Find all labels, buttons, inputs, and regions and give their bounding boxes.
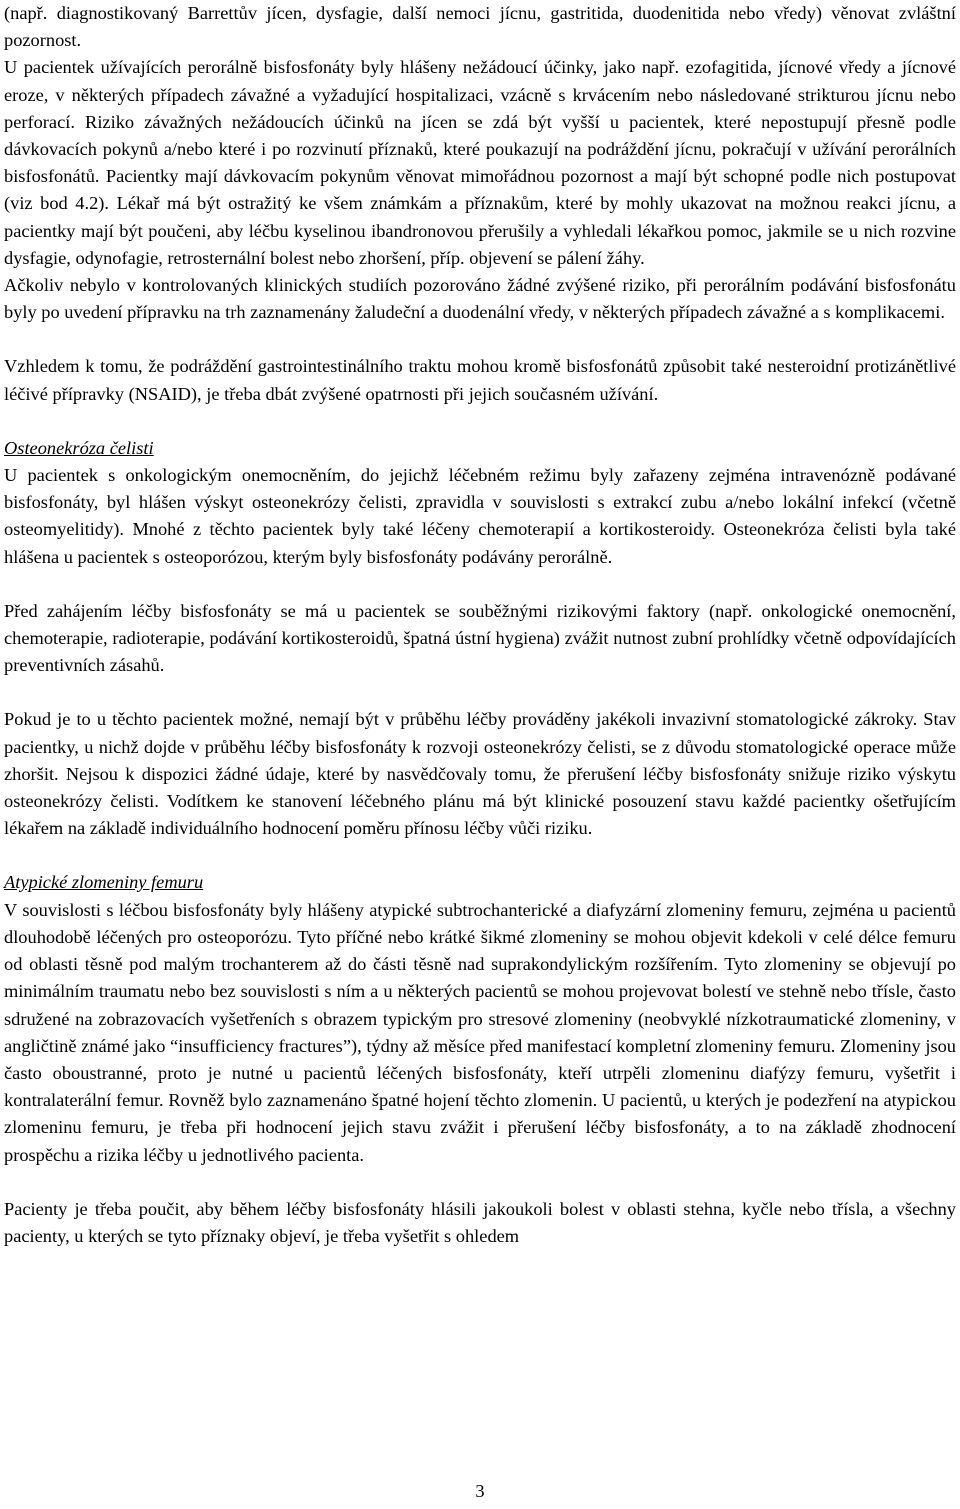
paragraph-esophagus-adverse-effects: U pacientek užívajících perorálně bisfosfonáty byly hlášeny nežádoucí účinky, jako např. ezofagitida, jícnové vředy a jícnové eroze, v některých případech závažné a vyžadující hospitalizaci, vzácně s krvácením nebo následované strikturou jícnu nebo perforací. Riziko závažných nežádoucích účinků na jícen se zdá být vyšší u pacientek, které nepostupují přesně podle dávkovacích pokynů a/nebo které i po rozvinutí příznaků, které poukazují na podráždění jícnu, pokračují v užívání perorálních bisfosfonátů. Pacientky mají dávkovacím pokynům věnovat mimořádnou pozornost a mají být schopné podle nich postupovat (viz bod 4.2). Lékař má být ostražitý ke všem známkám a příznakům, které by mohly ukazovat na možnou reakci jícnu, a pacientky mají být poučeni, aby léčbu kyselinou ibandronovou přerušily a vyhledali lékařkou pomoc, jakmile se u nich rozvine dysfagie, odynofagie, retrosternální bolest nebo zhoršení, příp. objevení se pálení žáhy. (4, 57, 956, 268)
paragraph-osteonecrosis-invasive-procedures: Pokud je to u těchto pacientek možné, nemají být v průběhu léčby prováděny jakékoli invazivní stomatologické zákroky. Stav pacientky, u nichž dojde v průběhu léčby bisfosfonáty k rozvoji osteonekrózy čelisti, se z důvodu stomatologické operace může zhoršit. Nejsou k dispozici žádné údaje, které by nasvědčovaly tomu, že přerušení léčby bisfosfonáty snižuje riziko výskytu osteonekrózy čelisti. Vodítkem ke stanovení léčebného plánu má být klinické posouzení stavu každé pacientky ošetřujícím lékařem na základě individuálního hodnocení poměru přínosu léčby vůči riziku. (4, 709, 956, 839)
paragraph-osteonecrosis-dental-exam: Před zahájením léčby bisfosfonáty se má u pacientek se souběžnými rizikovými faktory (např. onkologické onemocnění, chemoterapie, radioterapie, podávání kortikosteroidů, špatná ústní hygiena) zvážit nutnost zubní prohlídky včetně odpovídajících preventivních zásahů. (4, 600, 956, 676)
paragraph-nsaid-caution: Vzhledem k tomu, že podráždění gastrointestinálního traktu mohou kromě bisfosfonátů způsobit také nesteroidní protizánětlivé léčivé přípravky (NSAID), je třeba dbát zvýšené opatrnosti při jejich současném užívání. (4, 356, 956, 404)
paragraph-esophagus-intro: (např. diagnostikovaný Barrettův jícen, dysfagie, další nemoci jícnu, gastritida, duodenitida nebo vředy) věnovat zvláštní pozornost. (4, 3, 956, 51)
page-number: 3 (475, 1481, 485, 1501)
paragraph-femur-patient-instructions: Pacienty je třeba poučit, aby během léčby bisfosfonáty hlásili jakoukoli bolest v oblasti stehna, kyčle nebo třísla, a všechny pacienty, u kterých se tyto příznaky objeví, je třeba vyšetřit s ohledem (4, 1198, 956, 1246)
document-page (4, 0, 956, 1250)
paragraph-gastric-ulcers: Ačkoliv nebylo v kontrolovaných klinických studiích pozorováno žádné zvýšené riziko, při perorálním podávání bisfosfonátu byly po uvedení přípravku na trh zaznamenány žaludeční a duodenální vředy, v některých případech závažné a s komplikacemi. (4, 275, 956, 323)
paragraph-osteonecrosis-incidence: U pacientek s onkologickým onemocněním, do jejichž léčebném režimu byly zařazeny zejména intravenózně podávané bisfosfonáty, byl hlášen výskyt osteonekrózy čelisti, zpravidla v souvislosti s extrakcí zubu a/nebo lokální infekcí (včetně osteomyelitidy). Mnohé z těchto pacientek byly také léčeny chemoterapií a kortikosteroidy. Osteonekróza čelisti byla také hlášena u pacientek s osteoporózou, kterým byly bisfosfonáty podávány perorálně. (4, 465, 956, 567)
heading-atypical-femur-fractures: Atypické zlomeniny femuru (4, 872, 204, 893)
heading-osteonecrosis: Osteonekróza čelisti (4, 437, 154, 458)
paragraph-femur-fractures: V souvislosti s léčbou bisfosfonáty byly hlášeny atypické subtrochanterické a diafyzární zlomeniny femuru, zejména u pacientů dlouhodobě léčených pro osteoporózu. Tyto příčné nebo krátké šikmé zlomeniny se mohou objevit kdekoli v celé délce femuru od oblasti těsně pod malým trochanterem až do části těsně nad suprakondylickým rozšířením. Tyto zlomeniny se objevují po minimálním traumatu nebo bez souvislosti s ním a u některých pacientů se mohou projevovat bolestí ve stehně nebo tříslе, často sdružené na zobrazovacích vyšetřeních s obrazem typickým pro stresové zlomeniny (neobvyklé nízkotraumatické zlomeniny, v angličtině známé jako “insufficiency fractures”), týdny až měsíce před manifestací kompletní zlomeniny femuru. Zlomeniny jsou často oboustranné, proto je nutné u pacientů léčených bisfosfonáty, kteří utrpěli zlomeninu diafýzy femuru, vyšetřit i kontralaterální femur. Rovněž bylo zaznamenáno špatné hojení těchto zlomenin. U pacientů, u kterých je podezření na atypickou zlomeninu femuru, je třeba při hodnocení jejich stavu zvážit i přerušení léčby bisfosfonáty, a to na základě zhodnocení prospěchu a rizika léčby u jednotlivého pacienta. (4, 899, 956, 1165)
